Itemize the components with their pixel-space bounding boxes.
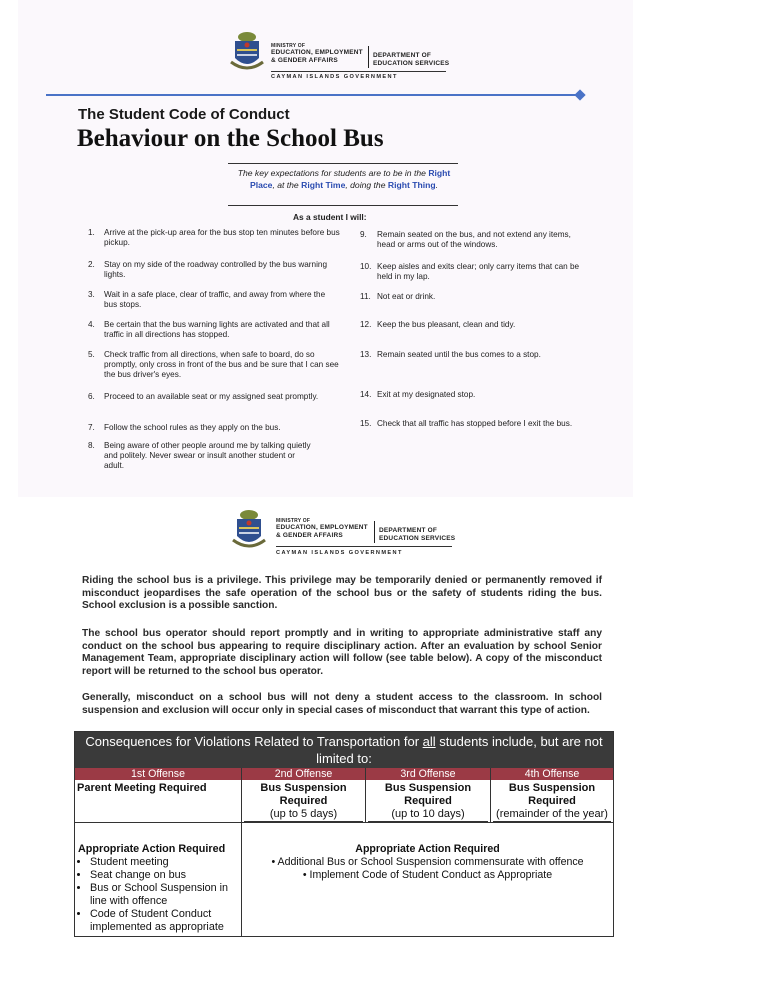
rule-item: 2. Stay on my side of the roadway controlled by the bus warning lights. <box>88 260 328 279</box>
sanction-row <box>75 780 613 822</box>
department-name: DEPARTMENT OF EDUCATION SERVICES <box>379 527 456 542</box>
list-item: • Student meeting <box>90 856 238 869</box>
second-offense-sanction: Bus Suspension Required (up to 5 days) <box>242 780 366 822</box>
header-divider <box>374 521 375 543</box>
fourth-offense-sanction: Bus Suspension Required (remainder of the year) <box>491 780 613 822</box>
rule-item: 14. Exit at my designated stop. <box>360 390 476 399</box>
header-rule <box>271 71 446 72</box>
rule-item: 13. Remain seated until the bus comes to a stop. <box>360 350 541 359</box>
consequences-heading: Consequences for Violations Related to Transportation for all students include, but are not limited to: <box>75 732 613 768</box>
coat-of-arms-logo <box>228 30 266 76</box>
rule-item: 1. Arrive at the pick-up area for the bus stop ten minutes before bus pickup. <box>88 228 340 247</box>
department-name: DEPARTMENT OF EDUCATION SERVICES <box>373 52 450 67</box>
ministry-name: MINISTRY OF EDUCATION, EMPLOYMENT & GENDER AFFAIRS <box>271 43 363 64</box>
first-offense-action: Parent Meeting Required <box>75 780 242 822</box>
later-offense-actions: Appropriate Action Required • Additional Bus or School Suspension commensurate with offence • Implement Code of Student Conduct as Appropriate <box>242 823 613 936</box>
paragraph: Riding the school bus is a privilege. This privilege may be temporarily denied or permanently removed if misconduct jeopardises the safe operation of the school bus or the safety of students riding the bus. School exclusion is a possible sanction. <box>82 575 602 612</box>
intro-bottom-rule <box>228 205 458 206</box>
document-title: Behaviour on the School Bus <box>77 125 384 152</box>
intro-top-rule <box>228 163 458 164</box>
document-kicker: The Student Code of Conduct <box>78 106 290 123</box>
coat-of-arms-logo <box>230 508 268 554</box>
as-student-heading: As a student I will: <box>293 212 367 222</box>
offense-label: 2nd Offense <box>242 768 366 780</box>
rule-item: 10. Keep aisles and exits clear; only carry items that can be held in my lap. <box>360 262 580 281</box>
rule-item: 11. Not eat or drink. <box>360 292 436 301</box>
rule-item: 12. Keep the bus pleasant, clean and tidy. <box>360 320 516 329</box>
header-divider <box>368 46 369 68</box>
rule-item: 9. Remain seated on the bus, and not extend any items, head or arms out of the windows. <box>360 230 571 249</box>
list-item: • Additional Bus or School Suspension commensurate with offence <box>271 856 584 868</box>
rule-item: 6. Proceed to an available seat or my assigned seat promptly. <box>88 392 319 401</box>
intro-text: The key expectations for students are to be in the Right Place, at the Right Time, doing the Right Thing. <box>237 168 451 190</box>
first-offense-actions: Appropriate Action Required • Student meeting • Seat change on bus • Bus or School Suspension in line with offence • Code of Student Conduct implemented as appropriate <box>75 823 242 936</box>
header-rule <box>276 546 452 547</box>
blue-divider <box>46 94 580 96</box>
third-offense-sanction: Bus Suspension Required (up to 10 days) <box>366 780 491 822</box>
paragraph: The school bus operator should report promptly and in writing to appropriate administrative staff any conduct on the school bus appearing to require disciplinary action. After an evaluation by school Senior Management Team, appropriate disciplinary action will follow (see table below). A copy of the misconduct report will be returned to the school bus operator. <box>82 628 602 677</box>
paragraph: Generally, misconduct on a school bus will not deny a student access to the classroom. In school suspension and exclusion will occur only in special cases of misconduct that warrant this type of action. <box>82 692 602 716</box>
offense-label: 4th Offense <box>491 768 613 780</box>
offense-label: 3rd Offense <box>366 768 491 780</box>
rule-item: 15. Check that all traffic has stopped before I exit the bus. <box>360 419 573 428</box>
list-item: • Implement Code of Student Conduct as Appropriate <box>302 869 553 881</box>
list-item: • Bus or School Suspension in line with offence <box>90 882 238 908</box>
rule-item: 8. Being aware of other people around me by talking quietly and politely. Never swear or insult another student or adult. <box>88 441 311 470</box>
consequences-table <box>74 731 614 937</box>
rule-item: 5. Check traffic from all directions, when safe to board, do so promptly, only cross in front of the bus and be sure that I can see the bus driver's eyes. <box>88 350 339 379</box>
list-item: • Code of Student Conduct implemented as appropriate <box>90 908 238 934</box>
offense-header-row <box>75 768 613 780</box>
rule-item: 7. Follow the school rules as they apply on the bus. <box>88 423 281 432</box>
rule-item: 4. Be certain that the bus warning lights are activated and that all traffic in all directions has stopped. <box>88 320 330 339</box>
list-item: • Seat change on bus <box>90 869 238 882</box>
government-name: CAYMAN ISLANDS GOVERNMENT <box>271 74 398 80</box>
actions-row <box>75 822 613 936</box>
ministry-name: MINISTRY OF EDUCATION, EMPLOYMENT & GENDER AFFAIRS <box>276 518 368 539</box>
government-name: CAYMAN ISLANDS GOVERNMENT <box>276 550 403 556</box>
rule-item: 3. Wait in a safe place, clear of traffic, and away from where the bus stops. <box>88 290 326 309</box>
offense-label: 1st Offense <box>75 768 242 780</box>
